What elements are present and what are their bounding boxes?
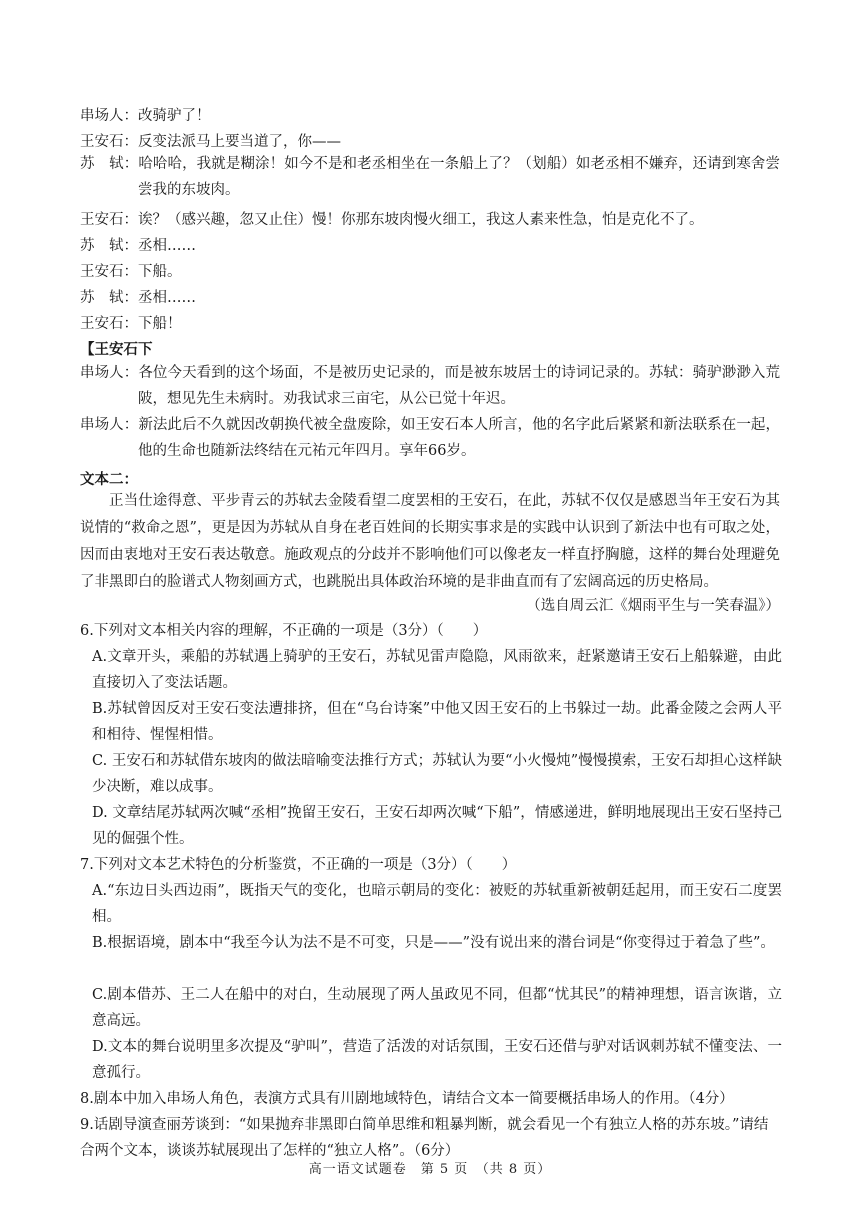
script-line	[80, 132, 341, 152]
script-line	[80, 314, 182, 334]
question-6-option-b: B.苏轼曾因反对王安石变法遭排挤，但在“乌台诗案”中他又因王安石的上书躲过一劫。此番金陵之会两人平和相待、惺惺相惜。	[92, 701, 782, 743]
question-6-stem: 6.下列对文本相关内容的理解，不正确的一项是（3分）（ ）	[80, 623, 488, 639]
question-7-option-d: D.文本的舞台说明里多次提及“驴叫”，营造了活泼的对话氛围，王安石还借与驴对话讽刺苏轼不懂变法、一意孤行。	[92, 1039, 782, 1081]
speaker-label: 串场人：	[80, 417, 139, 433]
narrator-line	[80, 360, 780, 412]
speaker-label: 串场人：	[80, 365, 139, 381]
question-7-option-b: B.根据语境，剧本中“我至今认为法不是不可变，只是——”没有说出来的潜台词是“你变得过于着急了些”。	[92, 935, 775, 951]
script-line	[80, 106, 211, 126]
narrator-line	[80, 412, 780, 464]
speaker-label: 苏 轼：	[80, 238, 138, 254]
text2-paragraph: 正当仕途得意、平步青云的苏轼去金陵看望二度罢相的王安石，在此，苏轼不仅仅是感恩当年王安石为其说情的“救命之恩”，更是因为苏轼从自身在老百姓间的长期实事求是的实践中认识到了新法中也有可取之处，因而由衷地对王安石表达敬意。施政观点的分歧并不影响他们可以像老友一样直抒胸臆，这样的舞台处理避免了非黑即白的脸谱式人物刻画方式，也跳脱出具体政治环境的是非曲直而有了宏阔高远的历史格局。	[80, 493, 780, 590]
dialogue-text: 丞相……	[138, 238, 196, 254]
speaker-label: 苏 轼：	[80, 156, 139, 172]
question-6-option-a: A.文章开头，乘船的苏轼遇上骑驴的王安石，苏轼见雷声隐隐，风雨欲来，赶紧邀请王安石上船躲避，由此直接切入了变法话题。	[92, 649, 782, 691]
speaker-label: 王安石：	[80, 212, 138, 228]
dialogue-text: 下船！	[138, 316, 182, 332]
question-7-option-c: C.剧本借苏、王二人在船中的对白，生动展现了两人虽政见不同，但都“忧其民”的精神理想，语言诙谐，立意高远。	[92, 987, 782, 1029]
script-line	[80, 262, 182, 282]
stage-direction: 【王安石下	[80, 341, 153, 358]
speaker-label: 王安石：	[80, 264, 138, 280]
source-citation: （选自周云汇《烟雨平生与一笑春温》）	[526, 598, 780, 614]
dialogue-text: 哈哈哈，我就是糊涂！如今不是和老丞相坐在一条船上了？（划船）如老丞相不嫌弃，还请到寒舍尝尝我的东坡肉。	[138, 156, 780, 198]
dialogue-text: 诶？（感兴趣，忽又止住）慢！你那东坡肉慢火细工，我这人素来性急，怕是克化不了。	[138, 212, 704, 228]
speaker-label: 王安石：	[80, 316, 138, 332]
question-6-option-d: D. 文章结尾苏轼两次喊“丞相”挽留王安石，王安石却两次喊“下船”，情感递进，鲜明地展现出王安石坚持己见的倔强个性。	[92, 805, 782, 847]
question-6-option-c: C. 王安石和苏轼借东坡肉的做法暗喻变法推行方式；苏轼认为要“小火慢炖”慢慢摸索，王安石却担心这样缺少决断，难以成事。	[92, 753, 782, 795]
question-7-stem: 7.下列对文本艺术特色的分析鉴赏，不正确的一项是（3分）（ ）	[80, 857, 517, 873]
question-9: 9.话剧导演查丽芳谈到：“如果抛弃非黑即白简单思维和粗暴判断，就会看见一个有独立人格的苏东坡。”请结合两个文本，谈谈苏轼展现出了怎样的“独立人格”。（6分）	[80, 1117, 769, 1159]
script-line	[80, 236, 196, 256]
dialogue-text: 改骑驴了！	[138, 108, 211, 124]
speaker-label: 串场人：	[80, 108, 138, 124]
dialogue-text: 丞相……	[138, 290, 196, 306]
script-line	[80, 210, 704, 230]
dialogue-text: 下船。	[138, 264, 182, 280]
dialogue-text: 各位今天看到的这个场面，不是被历史记录的，而是被东坡居士的诗词记录的。苏轼：骑驴渺渺入荒陂，想见先生未病时。劝我试求三亩宅，从公已觉十年迟。	[138, 365, 780, 407]
speaker-label: 苏 轼：	[80, 290, 138, 306]
question-7-option-a: A.“东边日头西边雨”，既指天气的变化，也暗示朝局的变化：被贬的苏轼重新被朝廷起用，而王安石二度罢相。	[92, 883, 782, 925]
script-line	[80, 151, 780, 203]
dialogue-text: 反变法派马上要当道了，你——	[138, 134, 341, 150]
section-heading: 文本二：	[80, 471, 138, 488]
script-line	[80, 288, 196, 308]
question-8: 8.剧本中加入串场人角色，表演方式具有川剧地域特色，请结合文本一简要概括串场人的作用。（4分）	[80, 1091, 734, 1107]
speaker-label: 王安石：	[80, 134, 138, 150]
page-footer: 高一语文试题卷 第 5 页 （共 8 页）	[308, 1162, 552, 1177]
dialogue-text: 新法此后不久就因改朝换代被全盘废除，如王安石本人所言，他的名字此后紧紧和新法联系在一起，他的生命也随新法终结在元祐元年四月。享年66岁。	[138, 417, 780, 459]
